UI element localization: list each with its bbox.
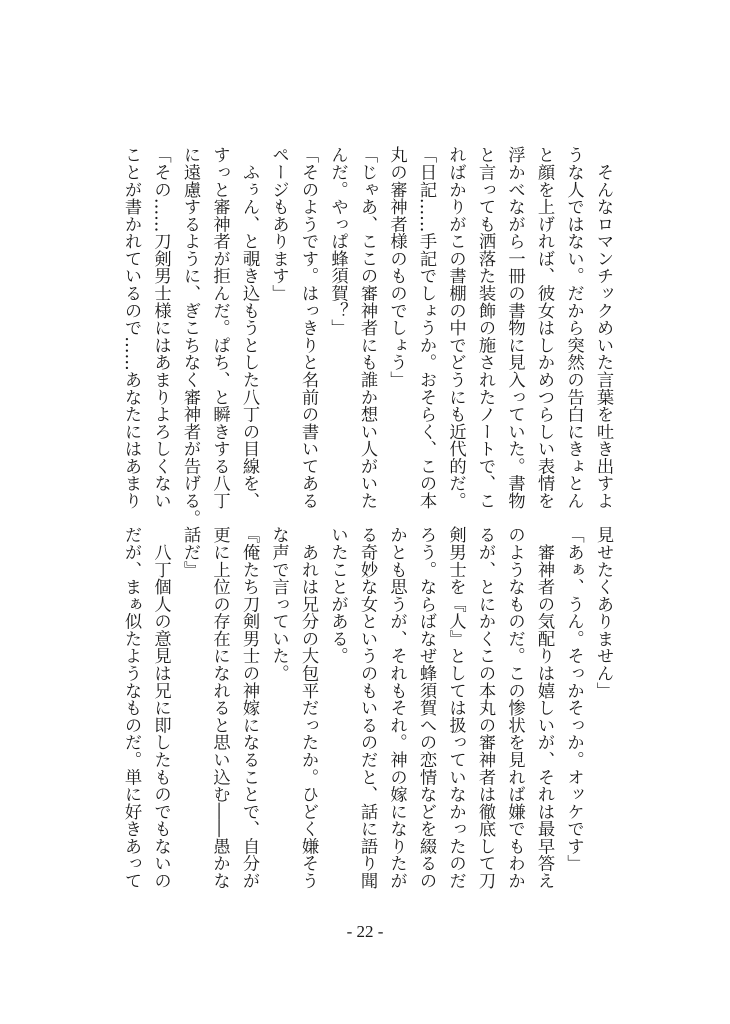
upper-text-block (115, 146, 617, 527)
text-line: 「そのようです。はっきりと名前の書いてある (298, 146, 318, 510)
text-line: いたことがある。 (327, 526, 348, 665)
text-line: 審神者の気配りは嬉しいが、それは最早答え (534, 526, 554, 890)
text-line: 八丁個人の意見は兄に即したものでもないの (150, 526, 171, 890)
text-line: な声で言っていた。 (268, 526, 289, 682)
text-line: 丸の審神者様のものでしょう」 (386, 146, 407, 389)
text-line: ればかりがこの書棚の中でどうにも近代的だ。 (445, 146, 466, 510)
text-line: 更に上位の存在になれると思い込む――愚かな (209, 526, 230, 890)
text-line: 見せたくありません」 (593, 526, 613, 699)
text-line: 話だ』 (180, 526, 200, 578)
text-line: 「じゃあ、ここの審神者にも誰か想い人がいた (357, 146, 377, 510)
page-number: - 22 - (346, 922, 384, 941)
text-line: かとも思うが、それもそれ。神の嫁になりたが (386, 526, 407, 890)
text-line: のようなものだ。この惨状を見れば嫌でもわか (504, 526, 525, 890)
text-line: 浮かべながら一冊の書物に見入っていた。書物 (504, 146, 525, 510)
text-line: あれは兄分の大包平だったか。ひどく嫌そう (298, 526, 318, 890)
text-line: 剣男士を『人』としては扱っていなかったのだ (445, 526, 466, 890)
text-line: ページもあります」 (268, 146, 289, 302)
text-line: そんなロマンチックめいた言葉を吐き出すよ (593, 146, 613, 510)
text-line: る奇妙な女というのもいるのだと、話に語り聞 (357, 526, 377, 890)
text-line: うな人ではない。だから突然の告白にきょとん (563, 146, 584, 510)
text-line: 「日記……手記でしょうか。おそらく、この本 (416, 146, 436, 510)
text-line: と言っても洒落た装飾の施されたノートで、こ (475, 146, 495, 510)
text-line: だが、まぁ似たようなものだ。単に好きあって (121, 526, 141, 890)
text-line: と顔を上げれば、彼女はしかめつらしい表情を (534, 146, 554, 510)
text-line: すっと審神者が拒んだ。ぱち、と瞬きする八丁 (209, 146, 230, 510)
text-line: るが、とにかくこの本丸の審神者は徹底して刀 (475, 526, 495, 890)
text-line: 『俺たち刀剣男士の神嫁になることで、自分が (239, 526, 259, 890)
lower-text-block (115, 526, 617, 896)
text-line: ことが書かれているので……あなたにはあまり (121, 146, 141, 510)
text-line: 「その……刀剣男士様にはあまりよろしくない (150, 146, 171, 510)
text-line: ろう。ならばなぜ蜂須賀への恋情などを綴るの (416, 526, 436, 890)
text-line: 「あぁ、うん。そっかそっか。オッケです」 (563, 526, 584, 872)
text-line: に遠慮するように、ぎこちなく審神者が告げる。 (180, 146, 200, 527)
text-line: んだ。やっぱ蜂須賀？」 (327, 146, 348, 337)
text-line: ふぅん、と覗き込もうとした八丁の目線を、 (239, 146, 259, 510)
